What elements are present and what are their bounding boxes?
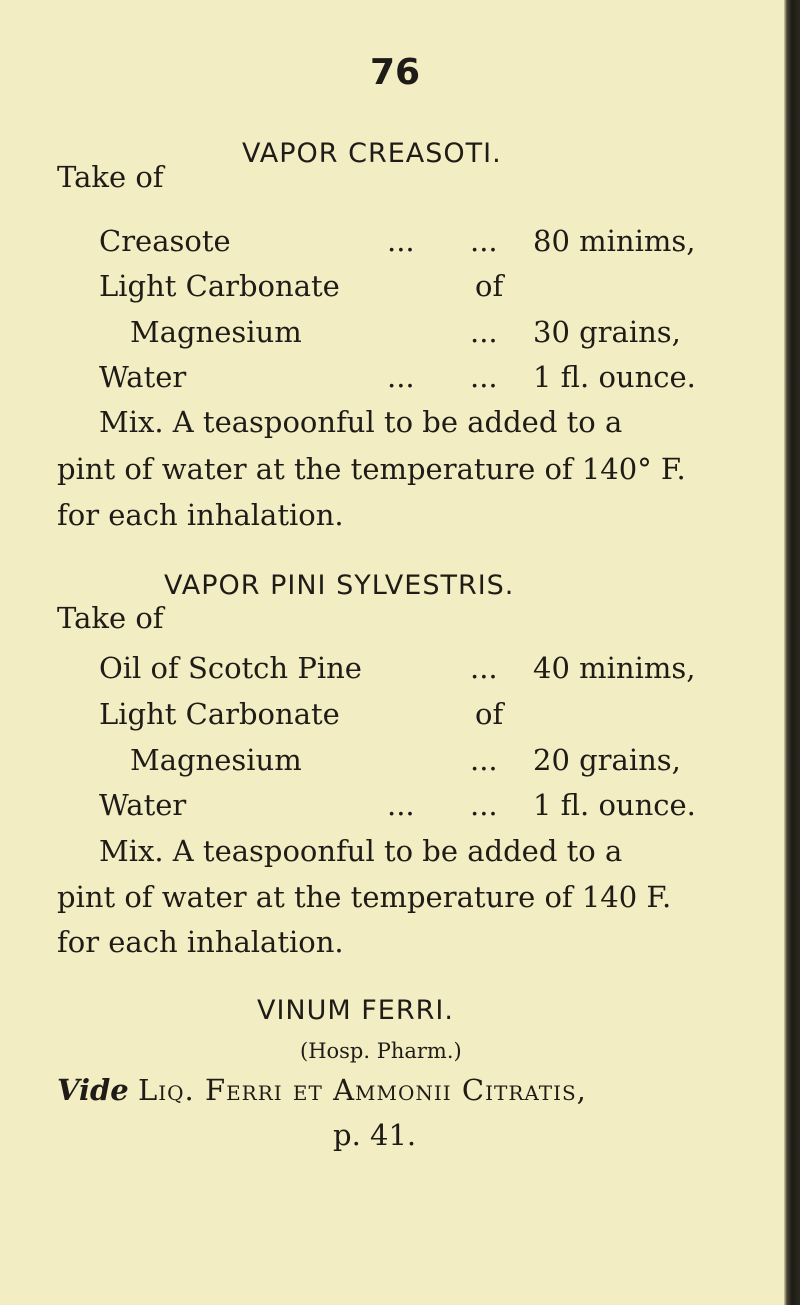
ingredient-of: of [475,697,504,731]
ingredient-name: Oil of Scotch Pine [99,651,362,685]
ingredient-name: Water [99,360,187,394]
ingredient-name: Creasote [99,224,231,258]
ingredient-of: of [475,269,504,303]
ingredient-dots: ... [470,360,498,394]
ingredient-name: Light Carbonate [99,697,340,731]
ingredient-amount: 80 minims, [533,224,696,258]
ingredient-dots: ... [387,224,415,258]
instruction-line: Mix. A teaspoonful to be added to a [99,834,623,868]
ingredient-amount: 1 fl. ounce. [533,360,696,394]
ingredient-amount: 1 fl. ounce. [533,788,696,822]
ingredient-name: Light Carbonate [99,269,340,303]
section-heading-vapor-creasoti: VAPOR CREASOTI. [242,138,502,169]
section-heading-vapor-pini-sylvestris: VAPOR PINI SYLVESTRIS. [164,570,515,601]
vide-label: Vide [57,1073,129,1107]
ingredient-dots: ... [470,224,498,258]
ingredient-dots: ... [470,743,498,777]
ingredient-name: Magnesium [130,743,302,777]
ingredient-dots: ... [387,788,415,822]
ingredient-dots: ... [470,315,498,349]
cross-reference [57,1073,587,1107]
ingredient-dots: ... [470,788,498,822]
instruction-line: pint of water at the temperature of 140° F. [57,452,686,486]
ingredient-dots: ... [387,360,415,394]
page-edge [784,0,800,1305]
page-number: 76 [369,52,421,93]
ingredient-dots: ... [470,651,498,685]
ingredient-name: Magnesium [130,315,302,349]
ingredient-name: Water [99,788,187,822]
ingredient-amount: 20 grains, [533,743,681,777]
take-of-label: Take of [57,601,164,635]
section-subheading: (Hosp. Pharm.) [300,1039,462,1063]
instruction-line: pint of water at the temperature of 140 F. [57,880,672,914]
ingredient-amount: 30 grains, [533,315,681,349]
reference-text: Liq. Ferri et Ammonii Citratis, [137,1073,587,1107]
take-of-label: Take of [57,160,164,194]
instruction-line: for each inhalation. [57,498,344,532]
ingredient-amount: 40 minims, [533,651,696,685]
section-heading-vinum-ferri: VINUM FERRI. [257,995,454,1026]
instruction-line: Mix. A teaspoonful to be added to a [99,405,623,439]
instruction-line: for each inhalation. [57,925,344,959]
page-reference: p. 41. [333,1118,417,1152]
